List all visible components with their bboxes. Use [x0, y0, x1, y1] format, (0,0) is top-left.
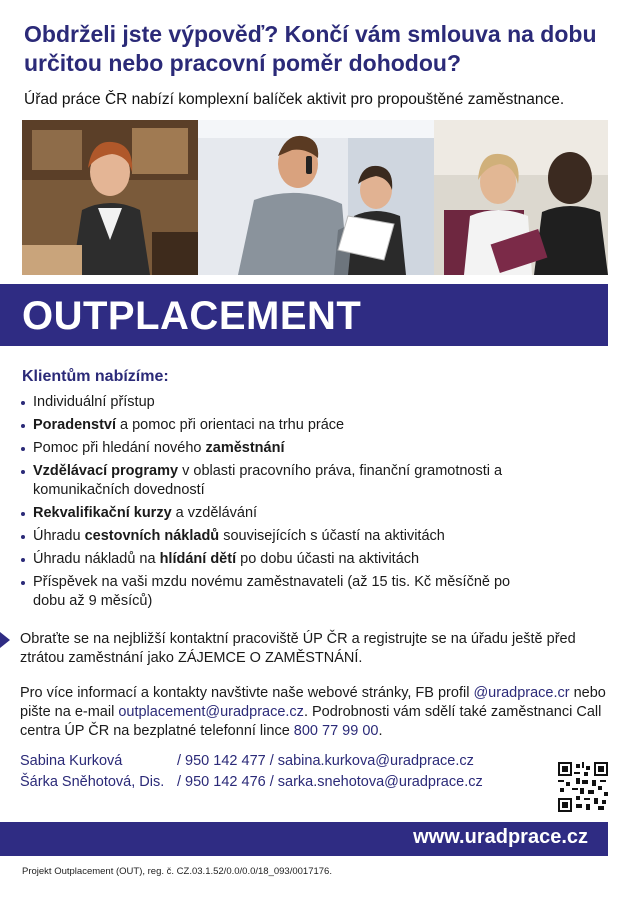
contacts	[20, 751, 483, 793]
side-marker	[0, 632, 10, 648]
benefits-title: Klientům nabízíme:	[22, 368, 169, 385]
benefits-list	[18, 393, 578, 611]
list-item: Úhradu cestovních nákladů souvisejících s účastí na aktivitách	[18, 527, 578, 546]
email-link[interactable]: outplacement@uradprace.cz	[118, 704, 304, 720]
phone-number: 800 77 99 00	[293, 723, 379, 739]
photo-phone-call	[198, 120, 434, 275]
subline: Úřad práce ČR nabízí komplexní balíček aktivit pro propouštěné zaměstnance.	[24, 91, 565, 108]
contact-details[interactable]: / 950 142 477 / sabina.kurkova@uradprace.cz	[177, 753, 474, 769]
list-item: Vzdělávací programy v oblasti pracovního práva, finanční gramotnosti a komunikačních dovedností	[18, 462, 553, 500]
photo-interview	[434, 120, 608, 275]
list-item: Pomoc při hledání nového zaměstnání	[18, 439, 578, 458]
photo-receptionist	[22, 120, 198, 275]
qr-code-icon	[558, 762, 608, 812]
list-item: Příspěvek na vaši mzdu novému zaměstnavateli (až 15 tis. Kč měsíčně po dobu až 9 měsíců)	[18, 573, 533, 611]
list-item: Úhradu nákladů na hlídání dětí po dobu účasti na aktivitách	[18, 550, 578, 569]
list-item: Rekvalifikační kurzy a vzdělávání	[18, 504, 578, 523]
list-item: Poradenství a pomoc při orientaci na trhu práce	[18, 416, 578, 435]
contact-name: Šárka Sněhotová, Dis.	[20, 774, 165, 790]
outplacement-banner	[0, 284, 608, 346]
contact-details[interactable]: / 950 142 476 / sarka.snehotova@uradprace.cz	[177, 774, 483, 790]
footer-bar	[0, 822, 608, 856]
website-link[interactable]: www.uradprace.cz	[413, 826, 588, 848]
list-item: Individuální přístup	[18, 393, 578, 412]
banner-title: OUTPLACEMENT	[22, 294, 362, 338]
registration-notice: Obraťte se na nejbližší kontaktní pracoviště ÚP ČR a registrujte se na úřadu ještě před ztrátou zaměstnání jako ZÁJEMCE O ZAMĚSTNÁNÍ.	[20, 631, 576, 666]
contact-row	[20, 751, 483, 772]
headline: Obdrželi jste výpověď? Končí vám smlouva na dobu určitou nebo pracovní poměr dohodou?	[24, 21, 597, 76]
facebook-link[interactable]: @uradprace.cr	[473, 685, 570, 701]
photo-strip	[22, 120, 608, 275]
info-paragraph: Pro více informací a kontakty navštivte naše webové stránky, FB profil @uradprace.cr nebo pište na e-mail outplacement@uradprace.cz. Podrobnosti vám sdělí také zaměstnanci Call centra ÚP ČR na bezplatné telefonní lince 800 77 99 00.	[20, 685, 606, 739]
legal-note: Projekt Outplacement (OUT), reg. č. CZ.03.1.52/0.0/0.0/18_093/0017176.	[22, 866, 332, 877]
contact-name: Sabina Kurková	[20, 753, 123, 769]
contact-row	[20, 772, 483, 793]
